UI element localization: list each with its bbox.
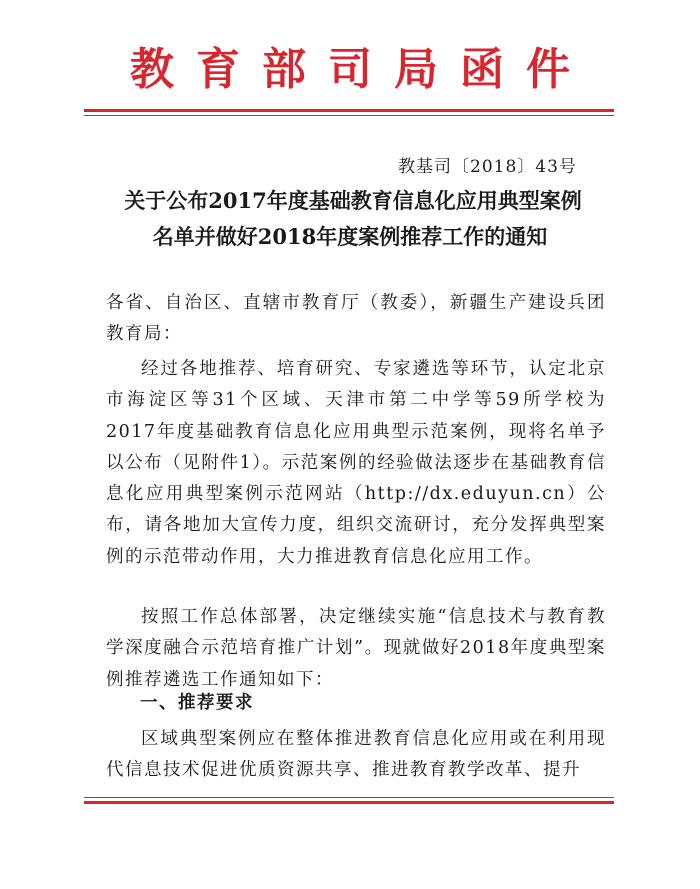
- paragraph-2: [106, 602, 606, 696]
- footer-rule-thin: [84, 797, 614, 798]
- letterhead-rule-thin: [84, 115, 614, 116]
- paragraph-3: [106, 724, 606, 787]
- footer-rule-thick: [84, 801, 614, 804]
- paragraph-2-text: 按照工作总体部署，决定继续实施“信息技术与教育教学深度融合示范培育推广计划”。现就做好2018年度典型案例推荐遴选工作通知如下：: [106, 607, 606, 690]
- letterhead-rule-thick: [84, 109, 614, 112]
- salutation: [106, 288, 606, 351]
- paragraph-1-text: 经过各地推荐、培育研究、专家遴选等环节，认定北京市海淀区等31个区域、天津市第二中学等59所学校为2017年度基础教育信息化应用典型示范案例，现将名单予以公布（见附件1）。示范案例的经验做法逐步在基础教育信息化应用典型案例示范网站（http://dx.eduyun.cn）公布，请各地加大宣传力度，组织交流研讨，充分发挥典型案例的示范带动作用，大力推进教育信息化应用工作。: [106, 359, 606, 567]
- paragraph-3-text: 区域典型案例应在整体推进教育信息化应用或在利用现代信息技术促进优质资源共享、推进教育教学改革、提升: [106, 729, 606, 781]
- section-heading-1: 一、推荐要求: [140, 693, 254, 713]
- document-title-line2: 名单并做好2018年度案例推荐工作的通知: [152, 224, 548, 249]
- salutation-text: 各省、自治区、直辖市教育厅（教委），新疆生产建设兵团教育局：: [106, 293, 606, 345]
- document-number: 教基司〔2018〕43号: [398, 157, 577, 177]
- document-title-line1: 关于公布2017年度基础教育信息化应用典型案例: [124, 188, 582, 213]
- paragraph-1: [106, 354, 606, 573]
- letterhead-title: 教育部司局函件: [130, 44, 592, 95]
